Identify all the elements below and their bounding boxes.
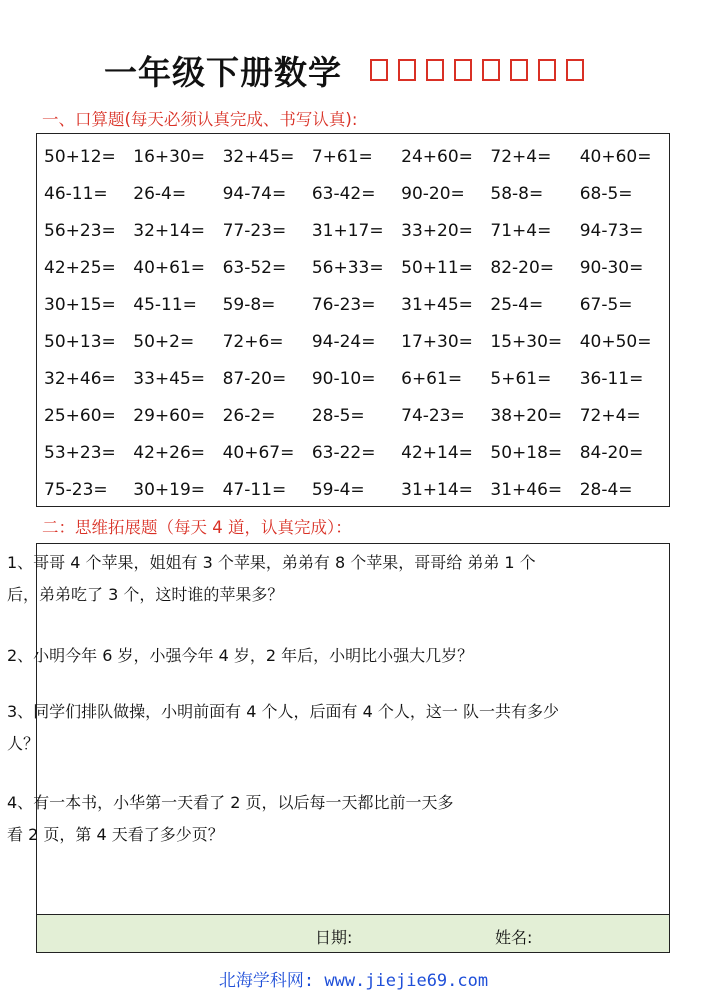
calc-problem: 74-23= bbox=[401, 405, 465, 426]
title-placeholder-box bbox=[482, 59, 500, 81]
calc-problem: 59-4= bbox=[311, 479, 365, 500]
calc-problem: 68-5= bbox=[579, 183, 633, 204]
problem-3 bbox=[7, 696, 699, 760]
calc-problem: 77-23= bbox=[222, 220, 287, 241]
calc-problem: 94-24= bbox=[311, 331, 376, 352]
calc-problem: 40+61= bbox=[133, 257, 206, 278]
calc-problem: 30+15= bbox=[44, 294, 116, 315]
calc-problem: 5+61= bbox=[490, 368, 552, 389]
calc-problem: 45-11= bbox=[133, 294, 197, 315]
title-placeholder-box bbox=[426, 59, 444, 81]
calc-problem: 75-23= bbox=[44, 479, 108, 500]
section1-heading: 一、口算题(每天必须认真完成、书写认真): bbox=[42, 110, 358, 129]
calc-problem: 40+67= bbox=[222, 442, 295, 463]
title-row bbox=[104, 50, 584, 90]
calc-problem: 31+17= bbox=[311, 220, 384, 241]
calc-problem: 72+6= bbox=[222, 331, 284, 352]
calc-problem: 31+14= bbox=[401, 479, 473, 500]
problem-line: 1、哥哥 4 个苹果，姐姐有 3 个苹果，弟弟有 8 个苹果，哥哥给 弟弟 1 个 bbox=[7, 553, 536, 572]
title-placeholder-box bbox=[370, 59, 388, 81]
calc-problem: 67-5= bbox=[579, 294, 633, 315]
title-placeholder-box bbox=[398, 59, 416, 81]
calc-problem: 16+30= bbox=[133, 146, 206, 167]
calc-problem: 50+11= bbox=[401, 257, 473, 278]
calc-row bbox=[44, 138, 669, 175]
problem-2 bbox=[7, 640, 699, 672]
problem-line: 看 2 页，第 4 天看了多少页？ bbox=[7, 825, 224, 844]
title-placeholder-boxes bbox=[370, 59, 584, 81]
calc-problem: 33+20= bbox=[401, 220, 473, 241]
calc-problem: 17+30= bbox=[401, 331, 473, 352]
calc-problem: 15+30= bbox=[490, 331, 563, 352]
calc-row bbox=[44, 434, 669, 471]
calc-problem: 63-42= bbox=[311, 183, 376, 204]
calc-problem: 26-4= bbox=[133, 183, 187, 204]
title-placeholder-box bbox=[510, 59, 528, 81]
calc-problem: 40+50= bbox=[579, 331, 652, 352]
calc-problem: 38+20= bbox=[490, 405, 563, 426]
problem-line: 后，弟弟吃了 3 个，这时谁的苹果多？ bbox=[7, 585, 284, 604]
problem-line: 4、有一本书，小华第一天看了 2 页，以后每一天都比前一天多 bbox=[7, 793, 454, 812]
calc-problem: 31+45= bbox=[401, 294, 473, 315]
calc-row bbox=[44, 360, 669, 397]
site-watermark: 北海学科网: www.jiejie69.com bbox=[218, 971, 489, 991]
calc-problem: 84-20= bbox=[579, 442, 644, 463]
problem-line: 3、同学们排队做操，小明前面有 4 个人，后面有 4 个人，这一 队一共有多少 bbox=[7, 702, 559, 721]
calc-problem: 25+60= bbox=[44, 405, 116, 426]
problem-line: 2、小明今年 6 岁，小强今年 4 岁，2 年后，小明比小强大几岁？ bbox=[7, 646, 474, 665]
calc-problem: 63-52= bbox=[222, 257, 287, 278]
title-placeholder-box bbox=[454, 59, 472, 81]
calc-problem: 76-23= bbox=[311, 294, 376, 315]
calc-problem: 25-4= bbox=[490, 294, 544, 315]
calc-problem: 47-11= bbox=[222, 479, 287, 500]
calc-problem: 56+33= bbox=[311, 257, 384, 278]
calc-problem: 32+45= bbox=[222, 146, 295, 167]
calc-problem: 58-8= bbox=[490, 183, 544, 204]
footer-bar bbox=[36, 914, 670, 953]
calc-problem: 59-8= bbox=[222, 294, 276, 315]
title-placeholder-box bbox=[538, 59, 556, 81]
calc-problem: 26-2= bbox=[222, 405, 276, 426]
calc-problem: 50+12= bbox=[44, 146, 116, 167]
name-label: 姓名: bbox=[495, 928, 533, 947]
calc-row bbox=[44, 323, 669, 360]
calc-problem: 94-73= bbox=[579, 220, 644, 241]
calc-problem: 42+25= bbox=[44, 257, 116, 278]
calc-problem: 50+13= bbox=[44, 331, 116, 352]
calc-problem: 28-4= bbox=[579, 479, 633, 500]
calc-problem: 72+4= bbox=[490, 146, 552, 167]
calculation-grid bbox=[44, 138, 669, 508]
calc-problem: 94-74= bbox=[222, 183, 287, 204]
calc-problem: 87-20= bbox=[222, 368, 287, 389]
calc-problem: 42+14= bbox=[401, 442, 473, 463]
calc-problem: 30+19= bbox=[133, 479, 206, 500]
calc-problem: 63-22= bbox=[311, 442, 376, 463]
calc-problem: 33+45= bbox=[133, 368, 206, 389]
calc-problem: 72+4= bbox=[579, 405, 641, 426]
problem-4 bbox=[7, 787, 699, 851]
calc-problem: 90-10= bbox=[311, 368, 376, 389]
calc-problem: 28-5= bbox=[311, 405, 365, 426]
problem-line: 人？ bbox=[7, 734, 40, 753]
calculation-box bbox=[36, 133, 670, 507]
calc-problem: 32+14= bbox=[133, 220, 206, 241]
calc-row bbox=[44, 212, 669, 249]
calc-problem: 32+46= bbox=[44, 368, 116, 389]
calc-problem: 50+18= bbox=[490, 442, 563, 463]
calc-problem: 71+4= bbox=[490, 220, 552, 241]
calc-problem: 46-11= bbox=[44, 183, 108, 204]
calc-problem: 90-20= bbox=[401, 183, 465, 204]
problem-1 bbox=[7, 547, 699, 611]
calc-row bbox=[44, 397, 669, 434]
calc-problem: 82-20= bbox=[490, 257, 555, 278]
calc-problem: 40+60= bbox=[579, 146, 652, 167]
section2-heading: 二：思维拓展题（每天 4 道，认真完成）： bbox=[42, 518, 352, 537]
calc-problem: 56+23= bbox=[44, 220, 116, 241]
calc-problem: 24+60= bbox=[401, 146, 473, 167]
calc-row bbox=[44, 175, 669, 212]
calc-problem: 42+26= bbox=[133, 442, 206, 463]
calc-problem: 7+61= bbox=[311, 146, 373, 167]
calc-problem: 31+46= bbox=[490, 479, 563, 500]
calc-problem: 53+23= bbox=[44, 442, 116, 463]
calc-row bbox=[44, 249, 669, 286]
date-label: 日期: bbox=[315, 928, 353, 947]
calc-row bbox=[44, 471, 669, 508]
calc-row bbox=[44, 286, 669, 323]
page-title: 一年级下册数学 bbox=[104, 52, 342, 92]
calc-problem: 90-30= bbox=[579, 257, 644, 278]
calc-problem: 50+2= bbox=[133, 331, 195, 352]
calc-problem: 36-11= bbox=[579, 368, 644, 389]
calc-problem: 29+60= bbox=[133, 405, 206, 426]
title-placeholder-box bbox=[566, 59, 584, 81]
calc-problem: 6+61= bbox=[401, 368, 463, 389]
